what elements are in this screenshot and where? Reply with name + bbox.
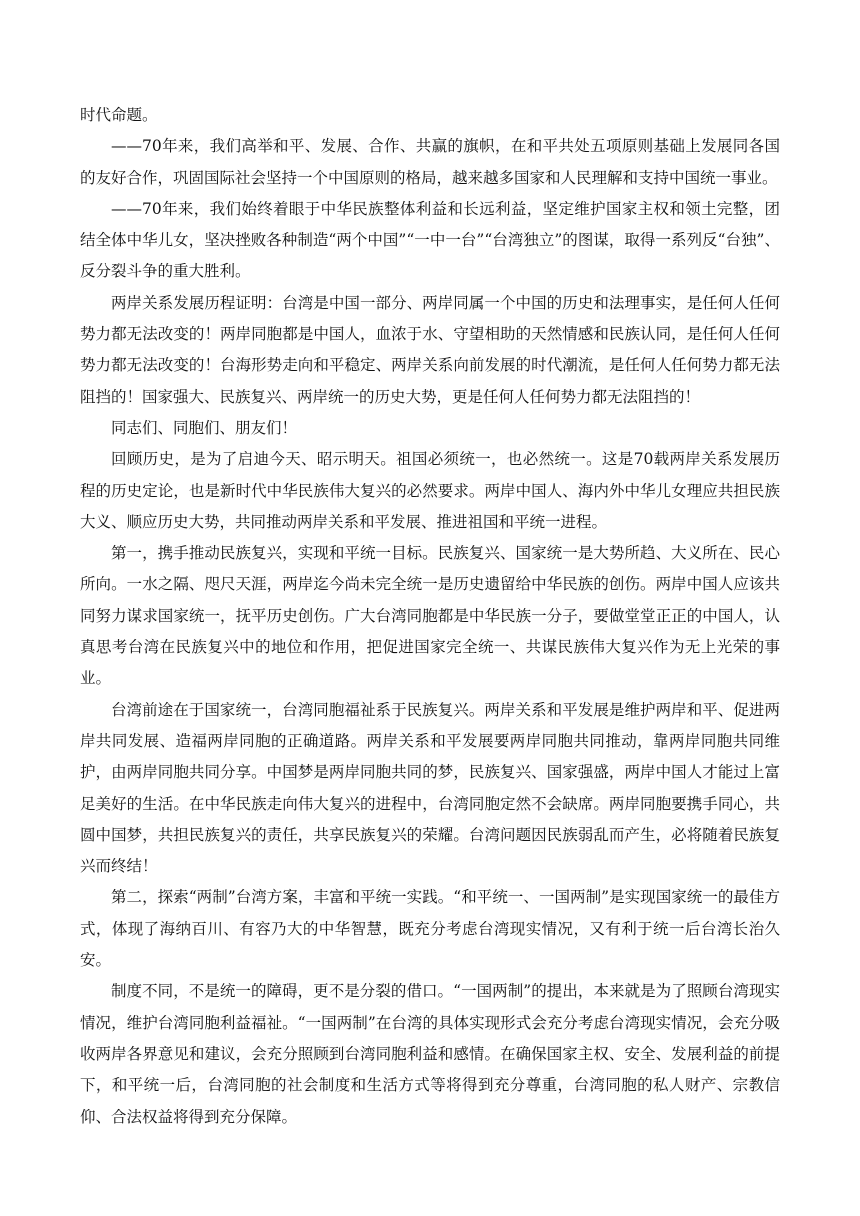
- paragraph: 同志们、同胞们、朋友们！: [111, 418, 298, 437]
- paragraph: 时代命题。: [80, 106, 158, 124]
- paragraph: 第二，探索“两制”台湾方案，丰富和平统一实践。“和平统一、一国两制”是实现国家统一的最佳方式，体现了海纳百川、有容乃大的中华智慧，既充分考虑台湾现实情况，又有利于统一后台湾长治久安。: [80, 888, 780, 970]
- document-body: [80, 100, 780, 1133]
- paragraph: 回顾历史，是为了启迪今天、昭示明天。祖国必须统一，也必然统一。这是70载两岸关系发展历程的历史定论，也是新时代中华民族伟大复兴的必然要求。两岸中国人、海内外中华儿女理应共担民族大义、顺应历史大势，共同推动两岸关系和平发展、推进祖国和平统一进程。: [80, 450, 780, 531]
- paragraph: ——70年来，我们始终着眼于中华民族整体利益和长远利益，坚定维护国家主权和领土完整，团结全体中华儿女，坚决挫败各种制造“两个中国”“一中一台”“台湾独立”的图谋，取得一系列反“台独”、反分裂斗争的重大胜利。: [80, 199, 780, 281]
- paragraph: 第一，携手推动民族复兴，实现和平统一目标。民族复兴、国家统一是大势所趋、大义所在、民心所向。一水之隔、咫尺天涯，两岸迄今尚未完全统一是历史遗留给中华民族的创伤。两岸中国人应该共同努力谋求国家统一，抚平历史创伤。广大台湾同胞都是中华民族一分子，要做堂堂正正的中国人，认真思考台湾在民族复兴中的地位和作用，把促进国家完全统一、共谋民族伟大复兴作为无上光荣的事业。: [80, 544, 780, 688]
- paragraph: 台湾前途在于国家统一，台湾同胞福祉系于民族复兴。两岸关系和平发展是维护两岸和平、促进两岸共同发展、造福两岸同胞的正确道路。两岸关系和平发展要两岸同胞共同推动，靠两岸同胞共同维护，由两岸同胞共同分享。中国梦是两岸同胞共同的梦，民族复兴、国家强盛，两岸中国人才能过上富足美好的生活。在中华民族走向伟大复兴的进程中，台湾同胞定然不会缺席。两岸同胞要携手同心，共圆中国梦，共担民族复兴的责任，共享民族复兴的荣耀。台湾问题因民族弱乱而产生，必将随着民族复兴而终结！: [80, 700, 780, 876]
- paragraph: 制度不同，不是统一的障碍，更不是分裂的借口。“一国两制”的提出，本来就是为了照顾台湾现实情况，维护台湾同胞利益福祉。“一国两制”在台湾的具体实现形式会充分考虑台湾现实情况，会充分吸收两岸各界意见和建议，会充分照顾到台湾同胞利益和感情。在确保国家主权、安全、发展利益的前提下，和平统一后，台湾同胞的社会制度和生活方式等将得到充分尊重，台湾同胞的私人财产、宗教信仰、合法权益将得到充分保障。: [80, 982, 780, 1126]
- paragraph: 两岸关系发展历程证明：台湾是中国一部分、两岸同属一个中国的历史和法理事实，是任何人任何势力都无法改变的！两岸同胞都是中国人，血浓于水、守望相助的天然情感和民族认同，是任何人任何势力都无法改变的！台海形势走向和平稳定、两岸关系向前发展的时代潮流，是任何人任何势力都无法阻挡的！国家强大、民族复兴、两岸统一的历史大势，更是任何人任何势力都无法阻挡的！: [80, 293, 780, 406]
- paragraph: ——70年来，我们高举和平、发展、合作、共赢的旗帜，在和平共处五项原则基础上发展同各国的友好合作，巩固国际社会坚持一个中国原则的格局，越来越多国家和人民理解和支持中国统一事业。: [80, 137, 780, 187]
